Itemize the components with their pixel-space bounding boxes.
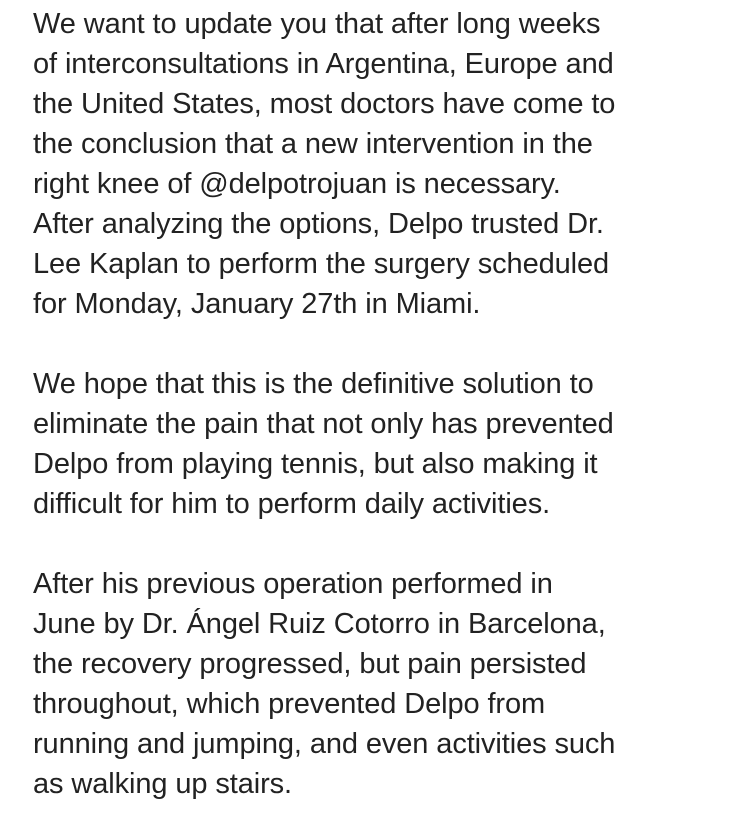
text-line: the conclusion that a new intervention in the xyxy=(33,128,593,160)
text-line: We hope that this is the definitive solution to xyxy=(33,368,594,400)
text-line: After his previous operation performed in xyxy=(33,568,553,600)
text-line: the recovery progressed, but pain persisted xyxy=(33,648,587,680)
text-line: We want to update you that after long weeks xyxy=(33,8,601,40)
text-line: Lee Kaplan to perform the surgery scheduled xyxy=(33,248,610,280)
text-line: June by Dr. Ángel Ruiz Cotorro in Barcelona, xyxy=(33,608,606,640)
paragraph-hope xyxy=(33,364,733,524)
text-line: right knee of @delpotrojuan is necessary. xyxy=(33,168,561,200)
paragraph-previous-operation xyxy=(33,564,733,804)
text-line: running and jumping, and even activities such xyxy=(33,728,616,760)
statement-text xyxy=(33,4,733,804)
text-line: throughout, which prevented Delpo from xyxy=(33,688,546,720)
text-line: the United States, most doctors have come to xyxy=(33,88,616,120)
text-line: Delpo from playing tennis, but also making it xyxy=(33,448,598,480)
text-line: eliminate the pain that not only has prevented xyxy=(33,408,614,440)
text-line: After analyzing the options, Delpo trusted Dr. xyxy=(33,208,604,240)
text-line: difficult for him to perform daily activities. xyxy=(33,488,551,520)
paragraph-surgery-update xyxy=(33,4,733,324)
text-line: of interconsultations in Argentina, Europe and xyxy=(33,48,614,80)
text-line: for Monday, January 27th in Miami. xyxy=(33,288,481,320)
text-line: as walking up stairs. xyxy=(33,768,293,800)
